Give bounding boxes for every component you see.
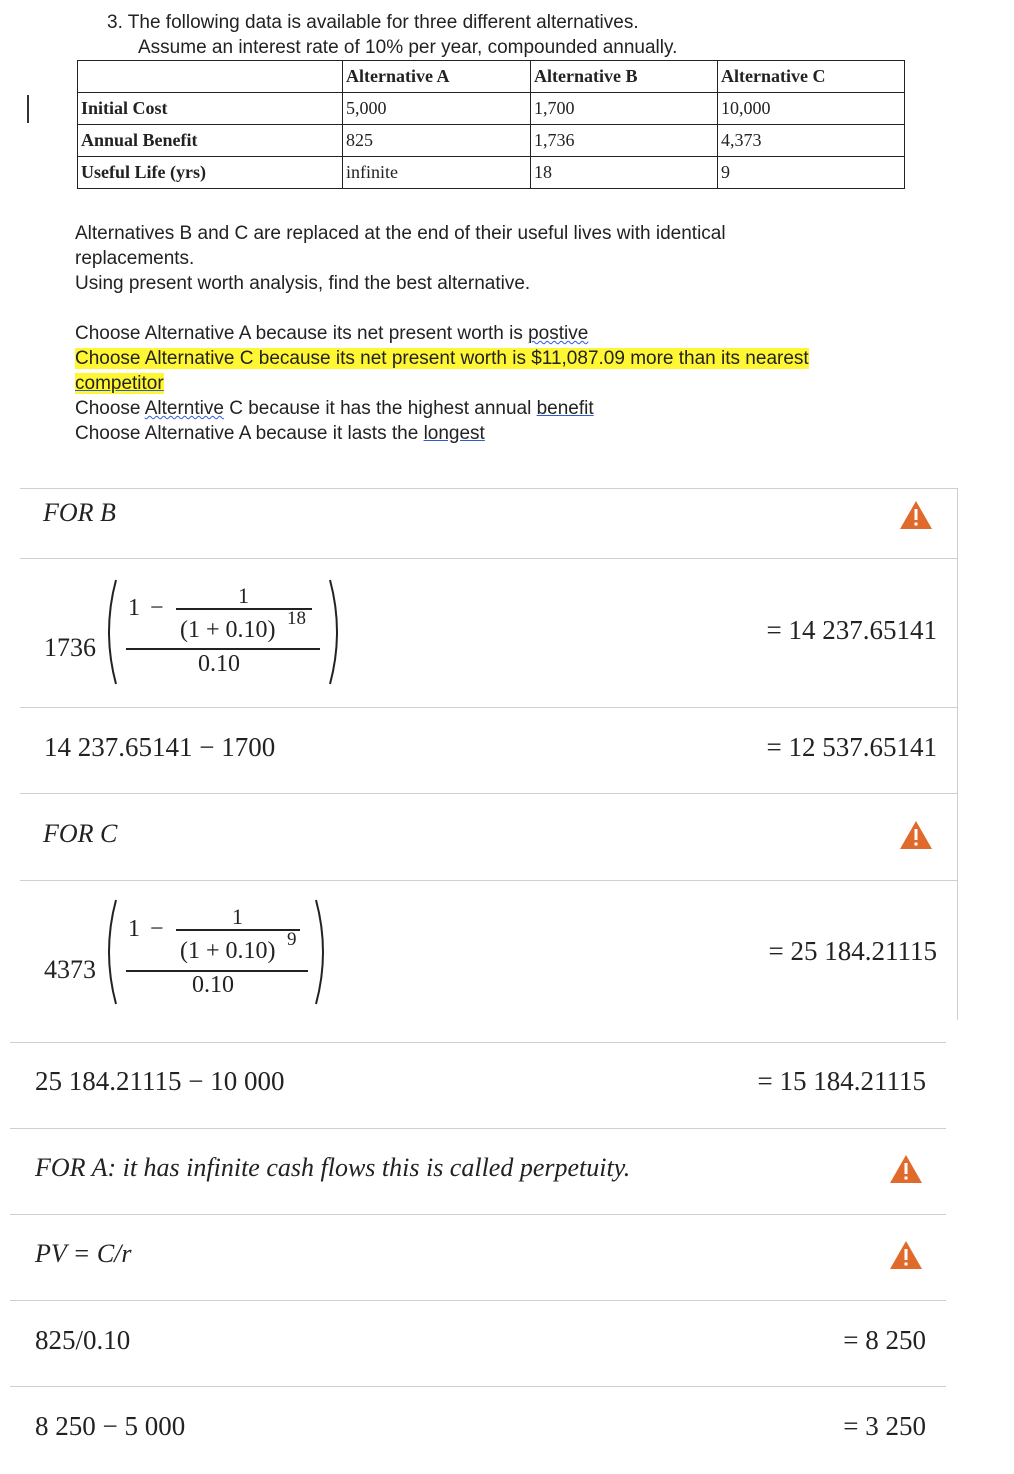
table-cell: Initial Cost	[78, 93, 343, 125]
for-a-label: FOR A: it has infinite cash flows this is called perpetuity.	[35, 1153, 631, 1182]
warning-icon	[899, 820, 933, 850]
option-b[interactable]	[75, 346, 809, 371]
cell-divider	[20, 488, 958, 489]
question-line-1: 3. The following data is available for three different alternatives.	[107, 12, 639, 33]
cell-divider	[20, 707, 958, 708]
table-cell: 18	[531, 157, 718, 189]
table-header-cell: Alternative C	[718, 61, 905, 93]
b-inner-one: 1	[238, 583, 249, 608]
b-coefficient: 1736	[44, 633, 96, 662]
table-header-cell	[78, 61, 343, 93]
alternatives-table	[77, 60, 905, 189]
option-d-word: longest	[423, 423, 485, 444]
option-d-text: Choose Alternative A because it lasts the	[75, 423, 424, 444]
cell-divider	[10, 1128, 946, 1129]
b-base: (1 + 0.10)	[180, 617, 276, 643]
b-outer-fraction-line	[126, 648, 320, 650]
option-d[interactable]	[75, 421, 485, 446]
note-line-3: Using present worth analysis, find the best alternative.	[75, 273, 531, 294]
a-division: 825/0.10	[35, 1325, 131, 1355]
cell-divider	[10, 1300, 946, 1301]
option-a-text: Choose Alternative A because its net present worth is	[75, 323, 529, 344]
c-subtraction-result: = 15 184.21115	[757, 1066, 926, 1096]
table-cell: 4,373	[718, 125, 905, 157]
cell-divider	[10, 1386, 946, 1387]
option-b-text: Choose Alternative C because its net present worth is $11,087.09 more than its nearest	[75, 348, 809, 369]
option-a[interactable]	[75, 321, 588, 346]
c-base: (1 + 0.10)	[180, 938, 276, 964]
table-cell: infinite	[343, 157, 531, 189]
table-row	[78, 157, 905, 189]
option-c[interactable]	[75, 396, 594, 421]
a-subtraction-result: = 3 250	[843, 1411, 926, 1441]
note-line-1: Alternatives B and C are replaced at the end of their useful lives with identical	[75, 223, 726, 244]
c-subtraction: 25 184.21115 − 10 000	[35, 1066, 285, 1096]
pv-formula: PV = C/r	[35, 1239, 132, 1268]
c-one: 1	[128, 916, 140, 942]
warning-icon	[889, 1240, 923, 1270]
option-c-text-2: C because it has the highest annual	[223, 398, 537, 419]
table-row	[78, 93, 905, 125]
c-minus: −	[150, 916, 164, 942]
table-cell: 5,000	[343, 93, 531, 125]
table-header-row	[78, 61, 905, 93]
for-c-label: FOR C	[43, 819, 118, 848]
cell-divider	[10, 1042, 946, 1043]
option-a-word: postive	[528, 323, 589, 344]
table-cell: 1,736	[531, 125, 718, 157]
c-inner-fraction-line	[176, 929, 300, 931]
table-cell: 9	[718, 157, 905, 189]
c-coefficient: 4373	[44, 955, 96, 984]
b-subtraction-result: = 12 537.65141	[766, 732, 937, 762]
b-minus: −	[150, 595, 164, 621]
c-exponent: 9	[287, 929, 297, 950]
text-cursor	[27, 95, 29, 123]
warning-icon	[889, 1154, 923, 1184]
option-c-word: benefit	[536, 398, 594, 419]
b-result: = 14 237.65141	[766, 615, 937, 645]
warning-icon	[899, 500, 933, 530]
c-inner-one: 1	[232, 904, 243, 929]
b-one: 1	[128, 595, 140, 621]
cell-divider	[20, 880, 958, 881]
option-c-misspelled: Alterntive	[144, 398, 224, 419]
table-header-cell: Alternative A	[343, 61, 531, 93]
cell-divider	[10, 1214, 946, 1215]
cell-divider	[20, 558, 958, 559]
a-division-result: = 8 250	[843, 1325, 926, 1355]
option-b-word: competitor	[75, 373, 164, 394]
note-line-2: replacements.	[75, 248, 195, 269]
table-header-cell: Alternative B	[531, 61, 718, 93]
table-cell: 10,000	[718, 93, 905, 125]
for-b-label: FOR B	[43, 498, 116, 527]
option-c-text: Choose	[75, 398, 145, 419]
c-rate: 0.10	[192, 972, 234, 998]
table-cell: 825	[343, 125, 531, 157]
table-cell: 1,700	[531, 93, 718, 125]
question-line-2: Assume an interest rate of 10% per year, compounded annually.	[138, 37, 678, 58]
option-b-continued[interactable]	[75, 371, 164, 396]
b-rate: 0.10	[198, 651, 240, 677]
cell-right-border	[957, 488, 958, 1020]
a-subtraction: 8 250 − 5 000	[35, 1411, 186, 1441]
cell-divider	[20, 793, 958, 794]
table-cell: Useful Life (yrs)	[78, 157, 343, 189]
table-cell: Annual Benefit	[78, 125, 343, 157]
b-exponent: 18	[287, 608, 306, 629]
b-subtraction: 14 237.65141 − 1700	[44, 732, 276, 762]
c-result: = 25 184.21115	[768, 936, 937, 966]
table-row	[78, 125, 905, 157]
